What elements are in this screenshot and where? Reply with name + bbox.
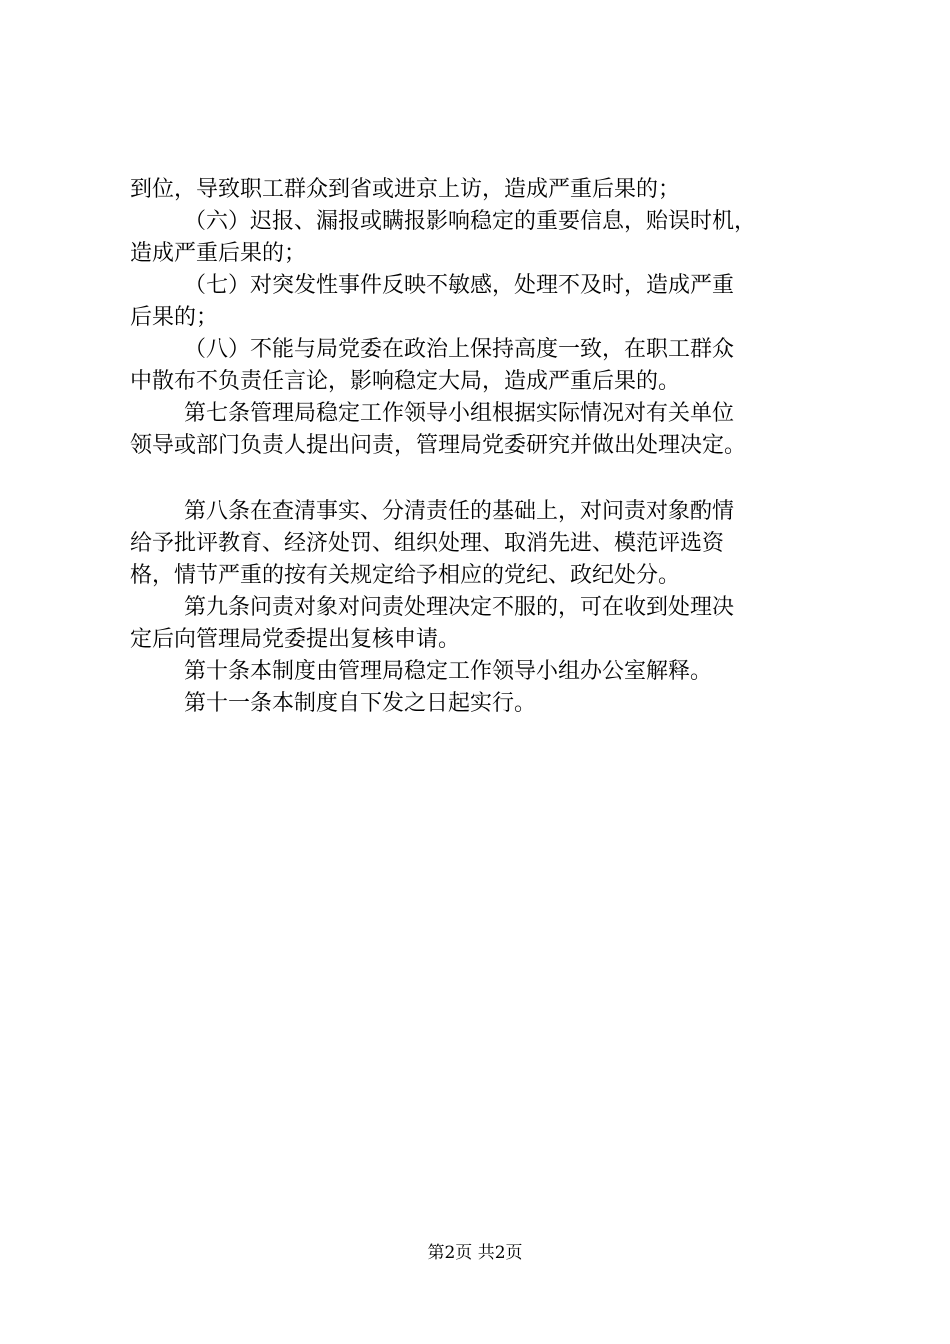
- document-body: [130, 174, 842, 720]
- text-line-10: 第八条在查清事实、分清责任的基础上，对问责对象酌情: [184, 499, 735, 524]
- text-line-3: 造成严重后果的；: [130, 241, 307, 266]
- text-line-11: 给予批评教育、经济处罚、组织处理、取消先进、模范评选资: [130, 531, 725, 556]
- text-line-7: 中散布不负责任言论，影响稳定大局，造成严重后果的。: [130, 369, 681, 394]
- text-line-5: 后果的；: [130, 305, 219, 330]
- text-line-15: 第十条本制度由管理局稳定工作领导小组办公室解释。: [184, 659, 713, 684]
- text-line-1: 到位，导致职工群众到省或进京上访，造成严重后果的；: [130, 177, 681, 202]
- text-line-13: 第九条问责对象对问责处理决定不服的，可在收到处理决: [184, 595, 735, 620]
- text-line-4: （七）对突发性事件反映不敏感，处理不及时，造成严重: [184, 273, 735, 298]
- text-line-6: （八）不能与局党委在政治上保持高度一致，在职工群众: [184, 337, 735, 362]
- paragraph-gap: [130, 462, 842, 496]
- page-footer: 第2页 共2页: [427, 1243, 523, 1263]
- text-line-9: 领导或部门负责人提出问责，管理局党委研究并做出处理决定。: [130, 433, 747, 458]
- text-line-16: 第十一条本制度自下发之日起实行。: [184, 691, 537, 716]
- text-line-14: 定后向管理局党委提出复核申请。: [130, 627, 461, 652]
- text-line-2: （六）迟报、漏报或瞒报影响稳定的重要信息，贻误时机，: [184, 209, 757, 234]
- text-line-8: 第七条管理局稳定工作领导小组根据实际情况对有关单位: [184, 401, 735, 426]
- text-line-12: 格，情节严重的按有关规定给予相应的党纪、政纪处分。: [130, 563, 681, 588]
